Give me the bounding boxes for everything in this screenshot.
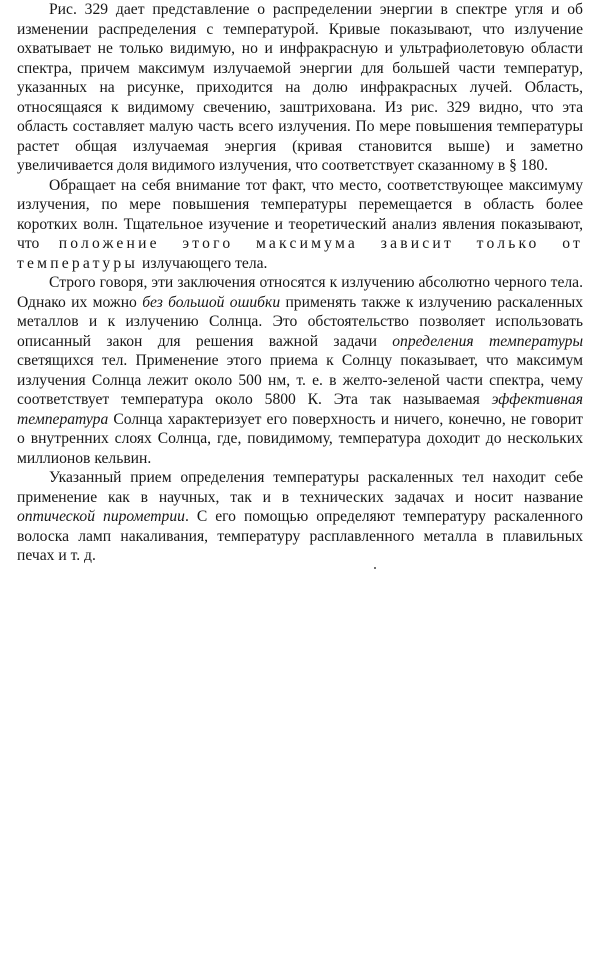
italic-term: без большой ошибки <box>142 293 281 311</box>
paragraph-text: Рис. 329 дает представление о распределении энергии в спектре угля и об изменении распределения с температурой. Кривые показывают, что излучение охватывает не только видимую, но и инфракрасную и ультрафиолетовую области спектра, причем максимум излучаемой энергии для большей части температур, указанных на рисунке, приходится на долю инфракрасных лучей. Область, относящаяся к видимому свечению, заштрихована. Из рис. 329 видно, что эта область составляет малую часть всего излучения. По мере повышения температуры растет общая излучаемая энергия (кривая становится выше) и заметно увеличивается доля видимого излучения, что соответствует сказанному в § 180. <box>17 1 583 174</box>
italic-term: определения температуры <box>392 332 584 350</box>
document-body <box>17 0 583 566</box>
paragraph-text: Солнца характеризует его поверхность и ничего, конечно, не говорит о внутренних слоях Солнца, где, повидимому, температура доходит до нескольких миллионов кельвин. <box>17 410 583 467</box>
paragraph-text: светящихся тел. Применение этого приема к Солнцу показывает, что максимум излучения Солнца лежит около 500 нм, т. е. в желто-зеленой части спектра, чему соответствует температура около 5800 К. Эта так называемая <box>17 352 583 408</box>
paragraph-text: Строго говоря, эти заключения относятся к излучению абсолютно черного тела. Однако их можно <box>17 274 583 311</box>
paragraph-text: Указанный прием определения температуры раскаленных тел находит себе применение как в научных, так и в технических задачах и носит название <box>17 469 583 506</box>
paragraph-black-body <box>17 273 583 468</box>
paragraph-pyrometry <box>17 468 583 566</box>
print-speck <box>374 567 376 569</box>
emphasized-spaced-text: положение этого максимума зависит только от температуры <box>17 235 583 272</box>
paragraph-spectrum-description <box>17 0 583 176</box>
italic-term: эффективная температура <box>17 391 583 428</box>
paragraph-text: применять также к излучению раскаленных металлов и к излучению Солнца. Это обстоятельство позволяет использовать описанный закон для решения важной задачи <box>17 293 583 350</box>
paragraph-text: . С его помощью определяют температуру раскаленного волоска ламп накаливания, температуру расплавленного металла в плавильных печах и т. д. <box>17 508 583 564</box>
paragraph-text: излучающего тела. <box>138 254 268 272</box>
paragraph-text: Обращает на себя внимание тот факт, что место, соответствующее максимуму излучения, по мере повышения температуры перемещается в область более коротких волн. Тщательное изучение и теоретический анализ явления показывают, что <box>17 176 583 252</box>
paragraph-maximum-shift <box>17 176 583 274</box>
italic-term: оптической пирометрии <box>17 508 185 525</box>
